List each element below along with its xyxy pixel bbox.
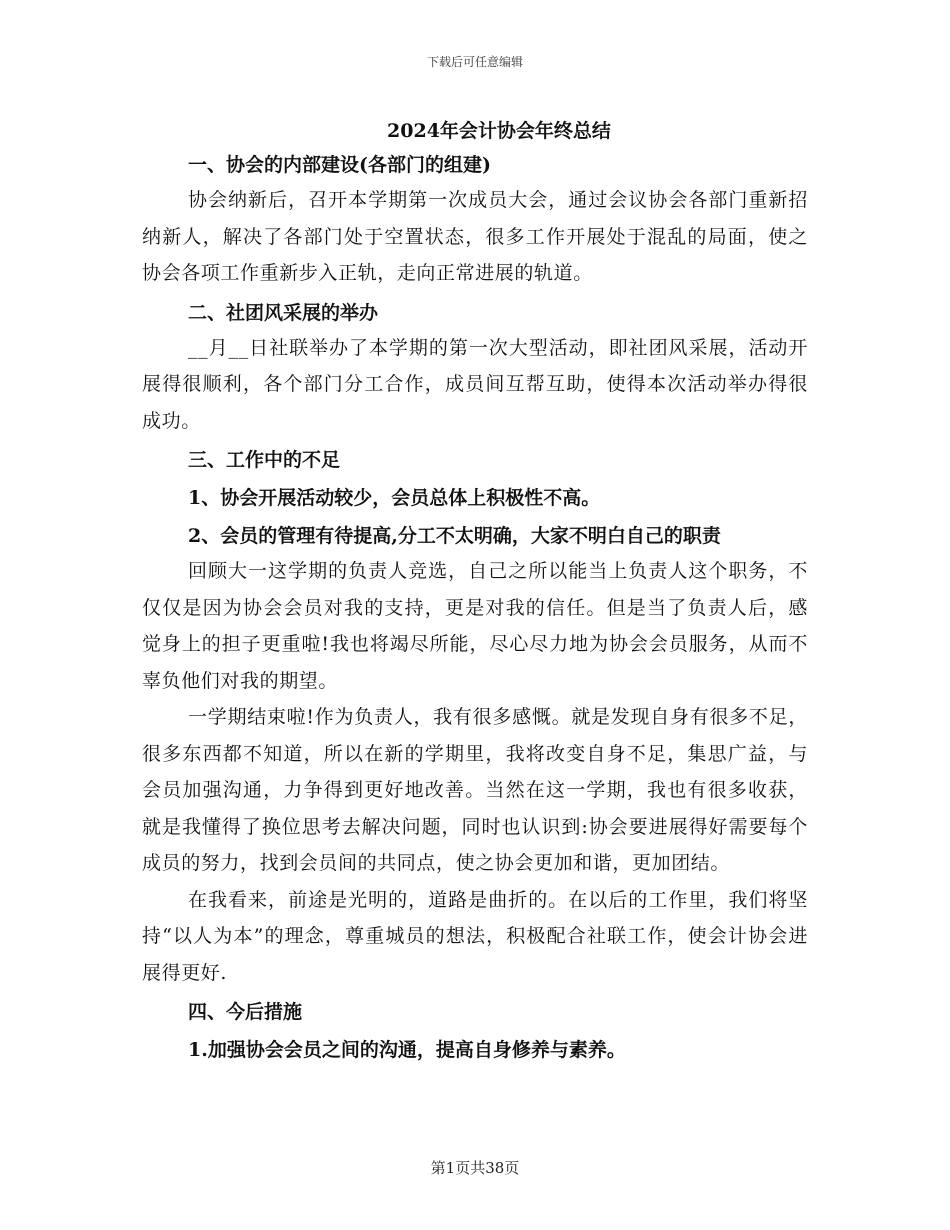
document-title: 2024年会计协会年终总结: [387, 120, 611, 142]
paragraph: 协会纳新后，召开本学期第一次成员大会，通过会议协会各部门重新招纳新人，解决了各部门处于空置状态，很多工作开展处于混乱的局面，使之协会各项工作重新步入正轨，走向正常进展的轨道。: [142, 189, 808, 284]
paragraph: 在我看来，前途是光明的，道路是曲折的。在以后的工作里，我们将坚持“以人为本”的理念，尊重城员的想法，积极配合社联工作，使会计协会进展得更好.: [142, 888, 808, 984]
paragraph: 一学期结束啦!作为负责人，我有很多感慨。就是发现自身有很多不足，很多东西都不知道，所以在新的学期里，我将改变自身不足，集思广益，与会员加强沟通，力争得到更好地改善。当然在这一学期，我也有很多收获，就是我懂得了换位思考去解决问题，同时也认识到:协会要进展得好需要每个成员的努力，找到会员间的共同点，使之协会更加和谐，更加团结。: [142, 706, 808, 874]
section-heading-3: 三、工作中的不足: [188, 449, 341, 471]
list-item-bold: 1、协会开展活动较少，会员总体上积极性不高。: [188, 487, 601, 509]
list-item-bold: 1.加强协会会员之间的沟通，提高自身修养与素养。: [188, 1039, 626, 1061]
section-heading-4: 四、今后措施: [188, 1001, 303, 1023]
paragraph: 回顾大一这学期的负责人竞选，自己之所以能当上负责人这个职务，不仅仅是因为协会会员对我的支持，更是对我的信任。但是当了负责人后，感觉身上的担子更重啦!我也将竭尽所能，尽心尽力地为协会会员服务，从而不辜负他们对我的期望。: [142, 560, 808, 692]
page-number: 第1页共38页: [430, 1159, 520, 1177]
document-body: [142, 148, 808, 1067]
section-heading-1: 一、协会的内部建设(各部门的组建): [188, 154, 491, 176]
paragraph: __月__日社联举办了本学期的第一次大型活动，即社团风采展，活动开展得很顺利，各个部门分工合作，成员间互帮互助，使得本次活动举办得很成功。: [142, 336, 808, 432]
header-note: 下载后可任意编辑: [426, 55, 523, 69]
list-item-bold: 2、会员的管理有待提高,分工不太明确，大家不明白自己的职责: [188, 525, 721, 547]
section-heading-2: 二、社团风采展的举办: [188, 301, 379, 324]
